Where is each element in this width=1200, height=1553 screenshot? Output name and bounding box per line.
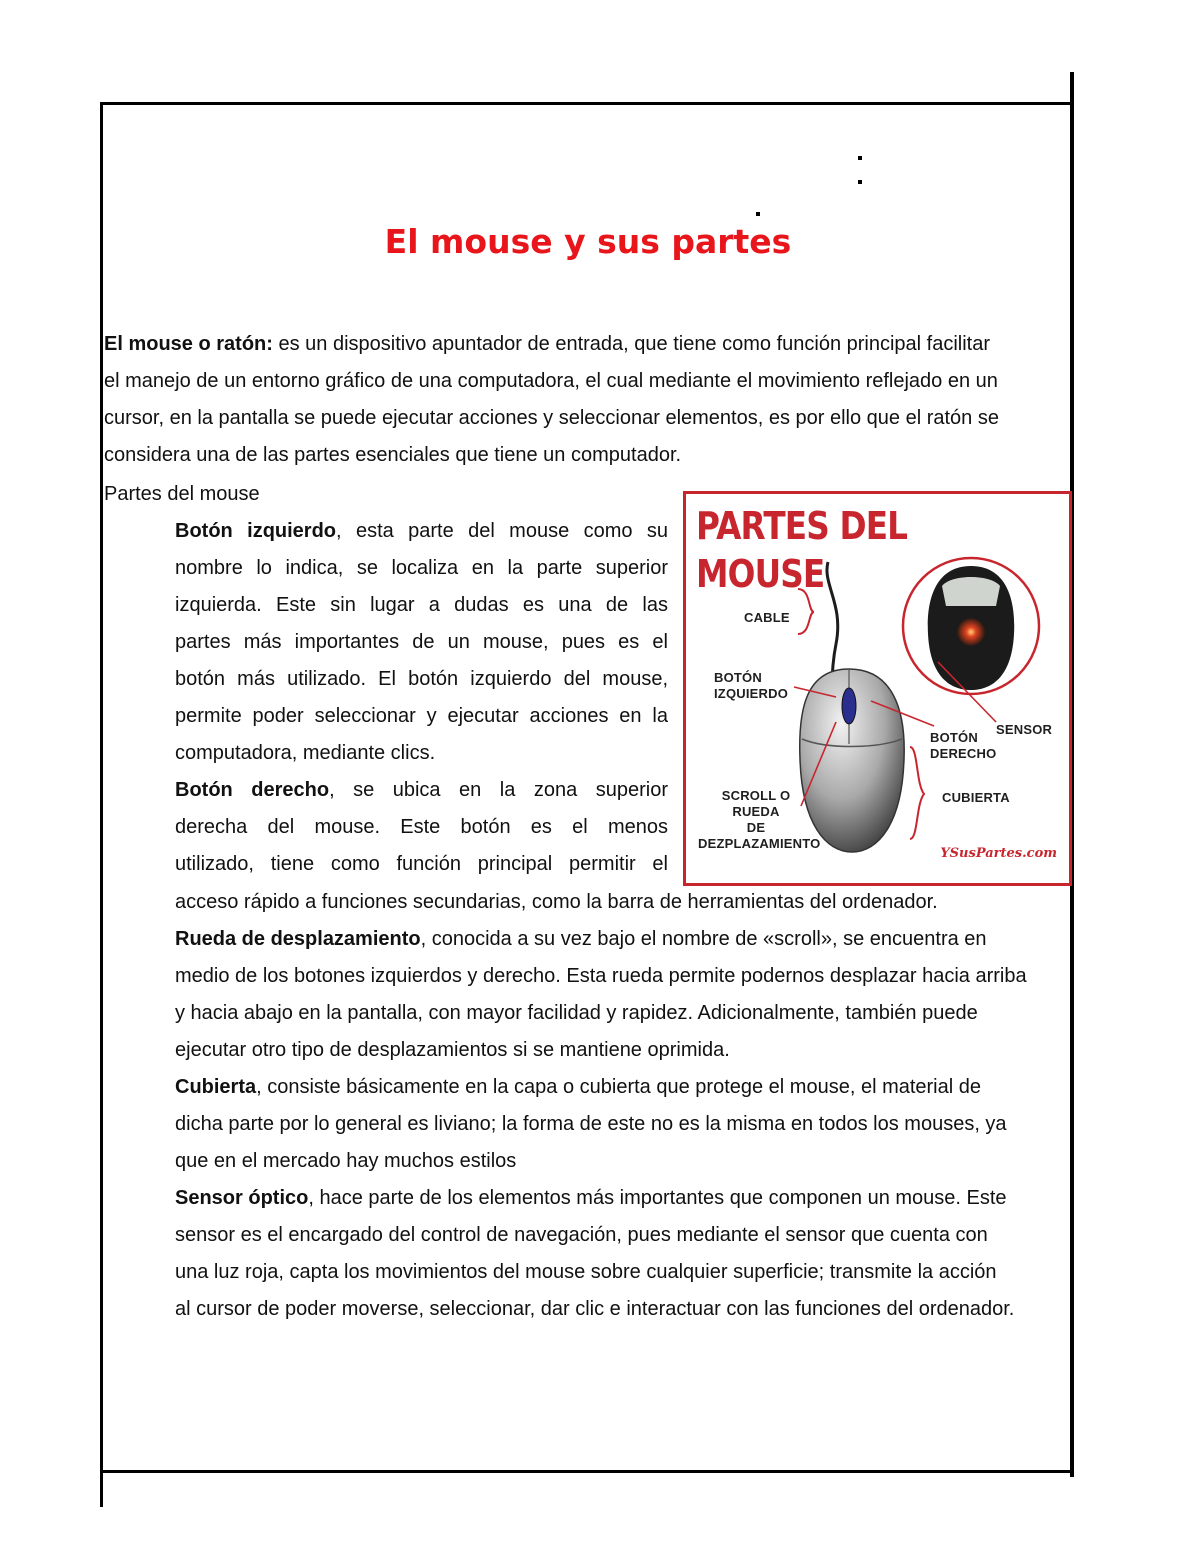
intro-line: es un dispositivo apuntador de entrada, que tiene como función principal facilitar — [272, 333, 991, 355]
page-frame-bottom — [102, 1470, 1072, 1473]
section-line: computadora, mediante clics. — [175, 742, 436, 764]
section-line: medio de los botones izquierdos y derecho. Esta rueda permite podernos desplazar hacia arriba — [175, 965, 1027, 987]
label-scroll — [698, 788, 821, 852]
mouse-parts-figure — [683, 491, 1072, 886]
stray-mark — [756, 212, 760, 216]
wide-sections — [175, 884, 1071, 1328]
section-line: , conocida a su vez bajo el nombre de «scroll», se encuentra en — [420, 928, 987, 950]
section-term: Cubierta — [175, 1076, 257, 1098]
scroll-wheel-icon — [842, 688, 856, 724]
section-line: al cursor de poder moverse, seleccionar, dar clic e interactuar con las funciones del ordenador. — [175, 1298, 1015, 1320]
figure-watermark: YSusPartes.com — [940, 846, 1057, 861]
label-line: BOTÓN — [714, 670, 762, 685]
label-line: DEZPLAZAMIENTO — [698, 836, 821, 851]
label-cubierta: CUBIERTA — [942, 790, 1010, 805]
label-sensor: SENSOR — [996, 722, 1053, 737]
section-line: , consiste básicamente en la capa o cubierta que protege el mouse, el material de — [256, 1076, 981, 1098]
section-line: , se ubica en la zona superior — [329, 779, 668, 801]
section-line: utilizado, tiene como función principal permitir el — [175, 853, 668, 875]
parts-heading: Partes del mouse — [104, 483, 260, 505]
section-line: izquierda. Este sin lugar a dudas es una de las — [175, 594, 668, 616]
intro-paragraph — [104, 326, 1074, 474]
intro-line: el manejo de un entorno gráfico de una computadora, el cual mediante el movimiento reflejado en un — [104, 370, 998, 392]
label-line: IZQUIERDO — [714, 686, 789, 701]
section-line: , hace parte de los elementos más importantes que componen un mouse. Este — [308, 1187, 1007, 1209]
label-line: DE — [746, 820, 766, 835]
section-line: que en el mercado hay muchos estilos — [175, 1150, 517, 1172]
figure-title: PARTES DEL MOUSE — [696, 504, 908, 596]
section-line: botón más utilizado. El botón izquierdo del mouse, — [175, 668, 668, 690]
section-line: una luz roja, capta los movimientos del mouse sobre cualquier superficie; transmite la acción — [175, 1261, 997, 1283]
label-line: BOTÓN — [930, 730, 978, 745]
boton-izquierdo-section — [175, 513, 668, 883]
intro-term: El mouse o ratón: — [104, 333, 273, 355]
section-line: derecha del mouse. Este botón es el menos — [175, 816, 668, 838]
label-boton-derecho — [930, 730, 996, 762]
section-line: acceso rápido a funciones secundarias, como la barra de herramientas del ordenador. — [175, 891, 938, 913]
intro-line: considera una de las partes esenciales que tiene un computador. — [104, 444, 682, 466]
sensor-light-icon — [957, 618, 985, 646]
label-line: DERECHO — [930, 746, 997, 761]
section-line: , esta parte del mouse como su — [336, 520, 668, 542]
page-frame-top — [102, 102, 1072, 105]
section-line: permite poder seleccionar y ejecutar acciones en la — [175, 705, 668, 727]
section-line: y hacia abajo en la pantalla, con mayor facilidad y rapidez. Adicionalmente, también puede — [175, 1002, 978, 1024]
section-term: Sensor óptico — [175, 1187, 309, 1209]
label-line: SCROLL O RUEDA — [721, 788, 791, 819]
section-line: dicha parte por lo general es liviano; la forma de este no es la misma en todos los mouses, ya — [175, 1113, 1007, 1135]
label-boton-izquierdo — [714, 670, 788, 702]
section-term: Botón izquierdo — [175, 520, 337, 542]
section-line: sensor es el encargado del control de navegación, pues mediante el sensor que cuenta con — [175, 1224, 988, 1246]
cubierta-brace — [910, 747, 924, 839]
section-term: Rueda de desplazamiento — [175, 928, 421, 950]
section-term: Botón derecho — [175, 779, 330, 801]
intro-line: cursor, en la pantalla se puede ejecutar acciones y seleccionar elementos, es por ello que el ratón se — [104, 407, 999, 429]
page-title: El mouse y sus partes — [384, 222, 792, 261]
section-line: nombre lo indica, se localiza en la parte superior — [175, 557, 668, 579]
label-cable: CABLE — [744, 610, 790, 625]
section-line: ejecutar otro tipo de desplazamientos si se mantiene oprimida. — [175, 1039, 730, 1061]
stray-mark — [858, 156, 862, 160]
page-frame-left — [100, 102, 103, 1507]
section-line: partes más importantes de un mouse, pues es el — [175, 631, 668, 653]
stray-mark — [858, 180, 862, 184]
